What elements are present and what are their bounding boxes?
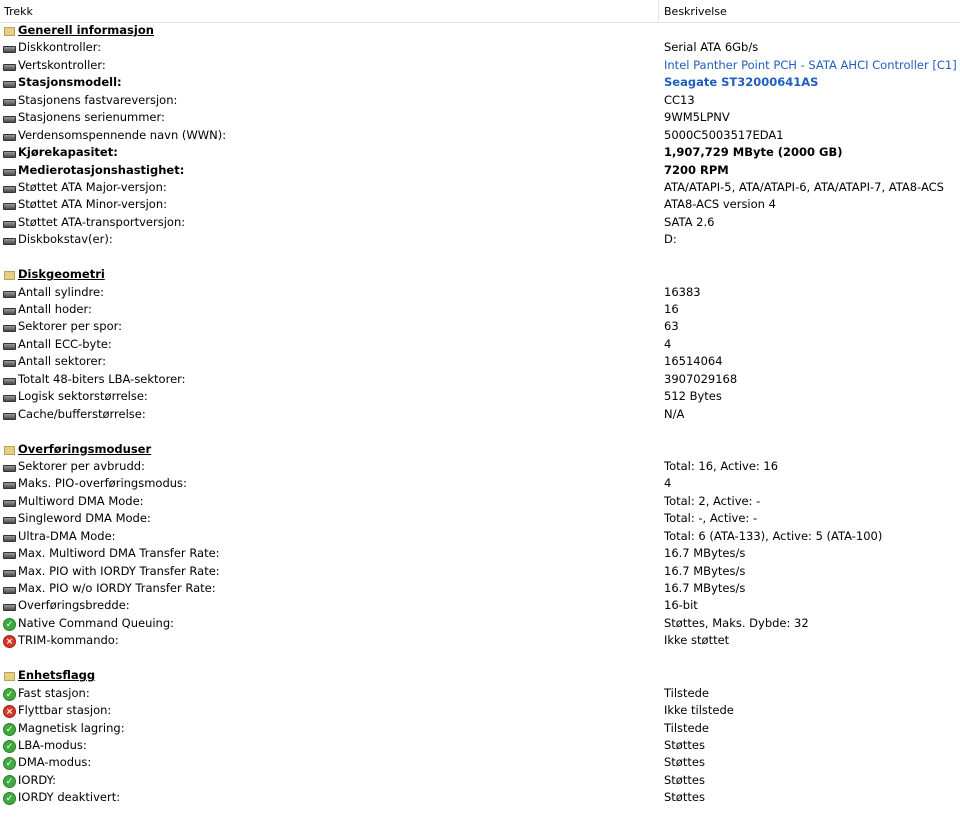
check-icon: ✓ bbox=[3, 688, 16, 701]
check-icon: ✓ bbox=[3, 757, 16, 770]
item-value: Total: 16, Active: 16 bbox=[664, 458, 779, 473]
item-label: Sektorer per spor: bbox=[18, 319, 122, 334]
list-item[interactable] bbox=[0, 789, 960, 806]
drive-icon bbox=[3, 395, 16, 402]
list-item[interactable] bbox=[0, 510, 960, 527]
list-header bbox=[0, 0, 960, 23]
item-label: IORDY: bbox=[18, 772, 57, 787]
spacer bbox=[0, 249, 960, 266]
drive-icon bbox=[3, 517, 16, 524]
list-item[interactable] bbox=[0, 475, 960, 492]
property-list bbox=[0, 22, 960, 807]
item-label: Max. Multiword DMA Transfer Rate: bbox=[18, 546, 220, 561]
drive-icon bbox=[3, 64, 16, 71]
item-value: 5000C5003517EDA1 bbox=[664, 127, 784, 142]
item-label: LBA-modus: bbox=[18, 737, 87, 752]
list-item[interactable] bbox=[0, 109, 960, 126]
drive-icon bbox=[3, 151, 16, 158]
list-item[interactable] bbox=[0, 615, 960, 632]
item-label: Logisk sektorstørrelse: bbox=[18, 389, 148, 404]
item-value: CC13 bbox=[664, 92, 695, 107]
item-value: Støttes, Maks. Dybde: 32 bbox=[664, 615, 809, 630]
drive-icon bbox=[3, 238, 16, 245]
item-label: Antall sektorer: bbox=[18, 354, 106, 369]
drive-icon bbox=[3, 343, 16, 350]
item-label: Stasjonens fastvareversjon: bbox=[18, 92, 178, 107]
drive-icon bbox=[3, 169, 16, 176]
list-item[interactable] bbox=[0, 196, 960, 213]
item-label: Multiword DMA Mode: bbox=[18, 493, 144, 508]
item-label: Overføringsbredde: bbox=[18, 598, 130, 613]
item-label: IORDY deaktivert: bbox=[18, 790, 121, 805]
list-item[interactable] bbox=[0, 318, 960, 335]
item-label: Støttet ATA Minor-versjon: bbox=[18, 197, 168, 212]
list-item[interactable] bbox=[0, 458, 960, 475]
drive-icon bbox=[3, 482, 16, 489]
list-item[interactable] bbox=[0, 127, 960, 144]
item-value: Tilstede bbox=[664, 685, 710, 700]
item-label: Stasjonsmodell: bbox=[18, 75, 122, 90]
item-label: Støttet ATA Major-versjon: bbox=[18, 179, 167, 194]
check-icon: ✓ bbox=[3, 775, 16, 788]
group-header[interactable] bbox=[0, 22, 960, 39]
item-value: Støttes bbox=[664, 755, 705, 770]
drive-icon bbox=[3, 360, 16, 367]
group-header[interactable] bbox=[0, 266, 960, 283]
drive-icon bbox=[3, 413, 16, 420]
list-item[interactable] bbox=[0, 39, 960, 56]
item-label: Støttet ATA-transportversjon: bbox=[18, 214, 186, 229]
item-value: 4 bbox=[664, 476, 672, 491]
error-icon: × bbox=[3, 705, 16, 718]
item-label: Fast stasjon: bbox=[18, 685, 90, 700]
item-label: Medierotasjonshastighet: bbox=[18, 162, 185, 177]
item-value: Ikke tilstede bbox=[664, 703, 734, 718]
check-icon: ✓ bbox=[3, 618, 16, 631]
drive-icon bbox=[3, 500, 16, 507]
list-item[interactable] bbox=[0, 720, 960, 737]
item-value: Serial ATA 6Gb/s bbox=[664, 40, 759, 55]
list-item[interactable] bbox=[0, 388, 960, 405]
list-item[interactable] bbox=[0, 74, 960, 91]
item-value: ATA/ATAPI-5, ATA/ATAPI-6, ATA/ATAPI-7, ATA8-ACS bbox=[664, 179, 944, 194]
group-title: Overføringsmoduser bbox=[18, 441, 152, 456]
item-value: 16.7 MBytes/s bbox=[664, 563, 746, 578]
list-item[interactable] bbox=[0, 214, 960, 231]
item-value: Total: -, Active: - bbox=[664, 511, 758, 526]
item-value: D: bbox=[664, 232, 677, 247]
item-label: DMA-modus: bbox=[18, 755, 92, 770]
item-value-link[interactable]: Seagate ST32000641AS bbox=[664, 75, 819, 90]
item-value: Støttes bbox=[664, 790, 705, 805]
folder-icon bbox=[4, 271, 15, 280]
item-label: Ultra-DMA Mode: bbox=[18, 528, 116, 543]
item-value: Total: 6 (ATA-133), Active: 5 (ATA-100) bbox=[664, 528, 883, 543]
item-label: Antall sylindre: bbox=[18, 284, 104, 299]
list-item[interactable] bbox=[0, 545, 960, 562]
check-icon: ✓ bbox=[3, 792, 16, 805]
folder-icon bbox=[4, 672, 15, 681]
list-item[interactable] bbox=[0, 353, 960, 370]
item-label: Stasjonens serienummer: bbox=[18, 110, 165, 125]
item-label: Cache/bufferstørrelse: bbox=[18, 406, 146, 421]
drive-icon bbox=[3, 203, 16, 210]
list-item[interactable] bbox=[0, 144, 960, 161]
item-label: Magnetisk lagring: bbox=[18, 720, 125, 735]
list-item[interactable] bbox=[0, 57, 960, 74]
drive-icon bbox=[3, 134, 16, 141]
item-value: Total: 2, Active: - bbox=[664, 493, 761, 508]
list-item[interactable] bbox=[0, 371, 960, 388]
item-value: ATA8-ACS version 4 bbox=[664, 197, 776, 212]
group-header[interactable] bbox=[0, 667, 960, 684]
list-item[interactable] bbox=[0, 406, 960, 423]
list-item[interactable] bbox=[0, 685, 960, 702]
item-label: Native Command Queuing: bbox=[18, 615, 175, 630]
drive-icon bbox=[3, 81, 16, 88]
item-value: 512 Bytes bbox=[664, 389, 722, 404]
drive-icon bbox=[3, 587, 16, 594]
item-value: 16-bit bbox=[664, 598, 698, 613]
item-label: Kjørekapasitet: bbox=[18, 145, 118, 160]
item-value: 7200 RPM bbox=[664, 162, 729, 177]
list-item[interactable] bbox=[0, 284, 960, 301]
list-item[interactable] bbox=[0, 162, 960, 179]
list-item[interactable] bbox=[0, 580, 960, 597]
item-value: 1,907,729 MByte (2000 GB) bbox=[664, 145, 843, 160]
group-title: Generell informasjon bbox=[18, 23, 154, 37]
item-value: 16.7 MBytes/s bbox=[664, 581, 746, 595]
item-value: N/A bbox=[664, 406, 685, 421]
item-value: 9WM5LPNV bbox=[664, 110, 730, 125]
item-label: Antall hoder: bbox=[18, 302, 92, 316]
list-item[interactable] bbox=[0, 772, 960, 789]
drive-icon bbox=[3, 325, 16, 332]
list-item[interactable] bbox=[0, 597, 960, 614]
drive-icon bbox=[3, 116, 16, 123]
item-label: Diskkontroller: bbox=[18, 40, 102, 55]
item-label: Verdensomspennende navn (WWN): bbox=[18, 127, 227, 142]
item-value: 4 bbox=[664, 336, 672, 351]
item-label: Diskbokstav(er): bbox=[18, 232, 113, 247]
check-icon: ✓ bbox=[3, 723, 16, 736]
spacer bbox=[0, 423, 960, 440]
group-header[interactable] bbox=[0, 441, 960, 458]
list-item[interactable] bbox=[0, 563, 960, 580]
item-value: SATA 2.6 bbox=[664, 214, 715, 229]
item-label: Max. PIO w/o IORDY Transfer Rate: bbox=[18, 581, 216, 595]
list-item[interactable] bbox=[0, 179, 960, 196]
drive-icon bbox=[3, 535, 16, 542]
drive-icon bbox=[3, 308, 16, 315]
item-label: Vertskontroller: bbox=[18, 57, 106, 72]
group-title: Diskgeometri bbox=[18, 267, 105, 282]
folder-icon bbox=[4, 446, 15, 455]
drive-icon bbox=[3, 604, 16, 611]
list-item[interactable] bbox=[0, 737, 960, 754]
item-value: Støttes bbox=[664, 772, 705, 787]
item-label: Max. PIO with IORDY Transfer Rate: bbox=[18, 563, 220, 578]
column-header-field[interactable]: Trekk bbox=[4, 5, 33, 18]
item-value: 16514064 bbox=[664, 354, 723, 369]
drive-icon bbox=[3, 378, 16, 385]
item-label: Flyttbar stasjon: bbox=[18, 703, 112, 718]
column-header-description[interactable]: Beskrivelse bbox=[664, 5, 727, 18]
item-label: TRIM-kommando: bbox=[18, 633, 119, 648]
item-value: 16.7 MBytes/s bbox=[664, 546, 746, 561]
drive-icon bbox=[3, 186, 16, 193]
list-item[interactable] bbox=[0, 528, 960, 545]
list-item[interactable] bbox=[0, 493, 960, 510]
list-item[interactable] bbox=[0, 92, 960, 109]
drive-icon bbox=[3, 570, 16, 577]
drive-icon bbox=[3, 465, 16, 472]
drive-icon bbox=[3, 46, 16, 53]
list-item[interactable] bbox=[0, 702, 960, 719]
item-value: Ikke støttet bbox=[664, 633, 730, 648]
spacer bbox=[0, 650, 960, 667]
item-value: 16383 bbox=[664, 284, 701, 299]
item-value: Tilstede bbox=[664, 720, 710, 735]
group-title: Enhetsflagg bbox=[18, 668, 96, 683]
error-icon: × bbox=[3, 635, 16, 648]
drive-icon bbox=[3, 291, 16, 298]
item-value: 3907029168 bbox=[664, 371, 738, 386]
list-item[interactable] bbox=[0, 231, 960, 248]
item-label: Maks. PIO-overføringsmodus: bbox=[18, 476, 187, 491]
item-value: Støttes bbox=[664, 737, 705, 752]
item-label: Sektorer per avbrudd: bbox=[18, 458, 145, 473]
list-item[interactable] bbox=[0, 301, 960, 318]
list-item[interactable] bbox=[0, 632, 960, 649]
item-label: Singleword DMA Mode: bbox=[18, 511, 151, 526]
check-icon: ✓ bbox=[3, 740, 16, 753]
list-item[interactable] bbox=[0, 754, 960, 771]
item-label: Antall ECC-byte: bbox=[18, 336, 112, 351]
drive-icon bbox=[3, 99, 16, 106]
item-value: 16 bbox=[664, 302, 679, 316]
drive-icon bbox=[3, 221, 16, 228]
list-item[interactable] bbox=[0, 336, 960, 353]
item-value: 63 bbox=[664, 319, 679, 334]
item-value-link[interactable]: Intel Panther Point PCH - SATA AHCI Controller [C1] bbox=[664, 57, 957, 72]
item-label: Totalt 48-biters LBA-sektorer: bbox=[18, 371, 186, 386]
column-divider[interactable] bbox=[658, 0, 659, 22]
drive-icon bbox=[3, 552, 16, 559]
folder-icon bbox=[4, 27, 15, 36]
